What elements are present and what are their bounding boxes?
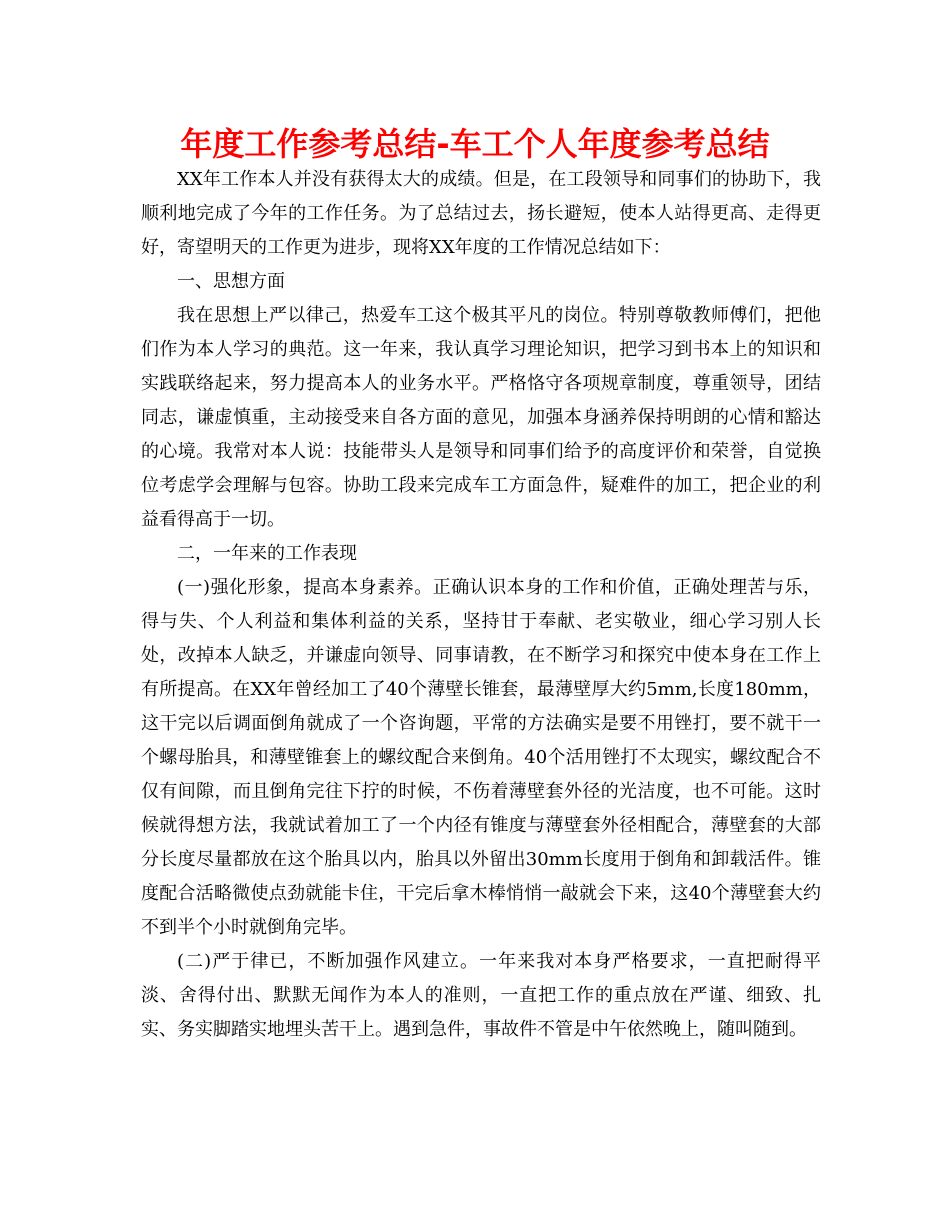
- section-heading-thought: 一、思想方面: [177, 271, 285, 292]
- section-heading-performance: 二，一年来的工作表现: [177, 543, 357, 564]
- paragraph-performance-1: (一)强化形象，提高本身素养。正确认识本身的工作和价值，正确处理苦与乐，得与失、个人利益和集体利益的关系，坚持甘于奉献、老实敬业，细心学习别人长处，改掉本人缺乏，并谦虚向领导、同事请教，在不断学习和探究中使本身在工作上有所提高。在XX年曾经加工了40个薄壁长锥套，最薄壁厚大约5mm,长度180mm，这干完以后调面倒角就成了一个咨询题，平常的方法确实是要不用锉打，要不就干一个螺母胎具，和薄壁锥套上的螺纹配合来倒角。40个活用锉打不太现实，螺纹配合不仅有间隙，而且倒角完往下拧的时候，不伤着薄壁套外径的光洁度，也不可能。这时候就得想方法，我就试着加工了一个内径有锥度与薄壁套外径相配合，薄壁套的大部分长度尽量都放在这个胎具以内，胎具以外留出30mm长度用于倒角和卸载活件。锥度配合活略微使点劲就能卡住，干完后拿木棒悄悄一敲就会下来，这40个薄壁套大约不到半个小时就倒角完毕。: [141, 577, 821, 938]
- document-body: [141, 163, 821, 1047]
- paragraph-thought: 我在思想上严以律己，热爱车工这个极其平凡的岗位。特别尊敬教师傅们，把他们作为本人学习的典范。这一年来，我认真学习理论知识，把学习到书本上的知识和实践联络起来，努力提高本人的业务水平。严格恪守各项规章制度，尊重领导，团结同志，谦虚慎重，主动接受来自各方面的意见，加强本身涵养保持明朗的心情和豁达的心境。我常对本人说：技能带头人是领导和同事们给予的高度评价和荣誉，自觉换位考虑学会理解与包容。协助工段来完成车工方面急件，疑难件的加工，把企业的利益看得高于一切。: [141, 305, 821, 530]
- paragraph-intro: XX年工作本人并没有获得太大的成绩。但是，在工段领导和同事们的协助下，我顺利地完成了今年的工作任务。为了总结过去，扬长避短，使本人站得更高、走得更好，寄望明天的工作更为进步，现将XX年度的工作情况总结如下：: [141, 169, 821, 258]
- document-title: 年度工作参考总结-车工个人年度参考总结: [180, 125, 770, 163]
- paragraph-performance-2: (二)严于律已，不断加强作风建立。一年来我对本身严格要求，一直把耐得平淡、舍得付出、默默无闻作为本人的准则，一直把工作的重点放在严谨、细致、扎实、务实脚踏实地埋头苦干上。遇到急件，事故件不管是中午依然晚上，随叫随到。: [141, 951, 821, 1040]
